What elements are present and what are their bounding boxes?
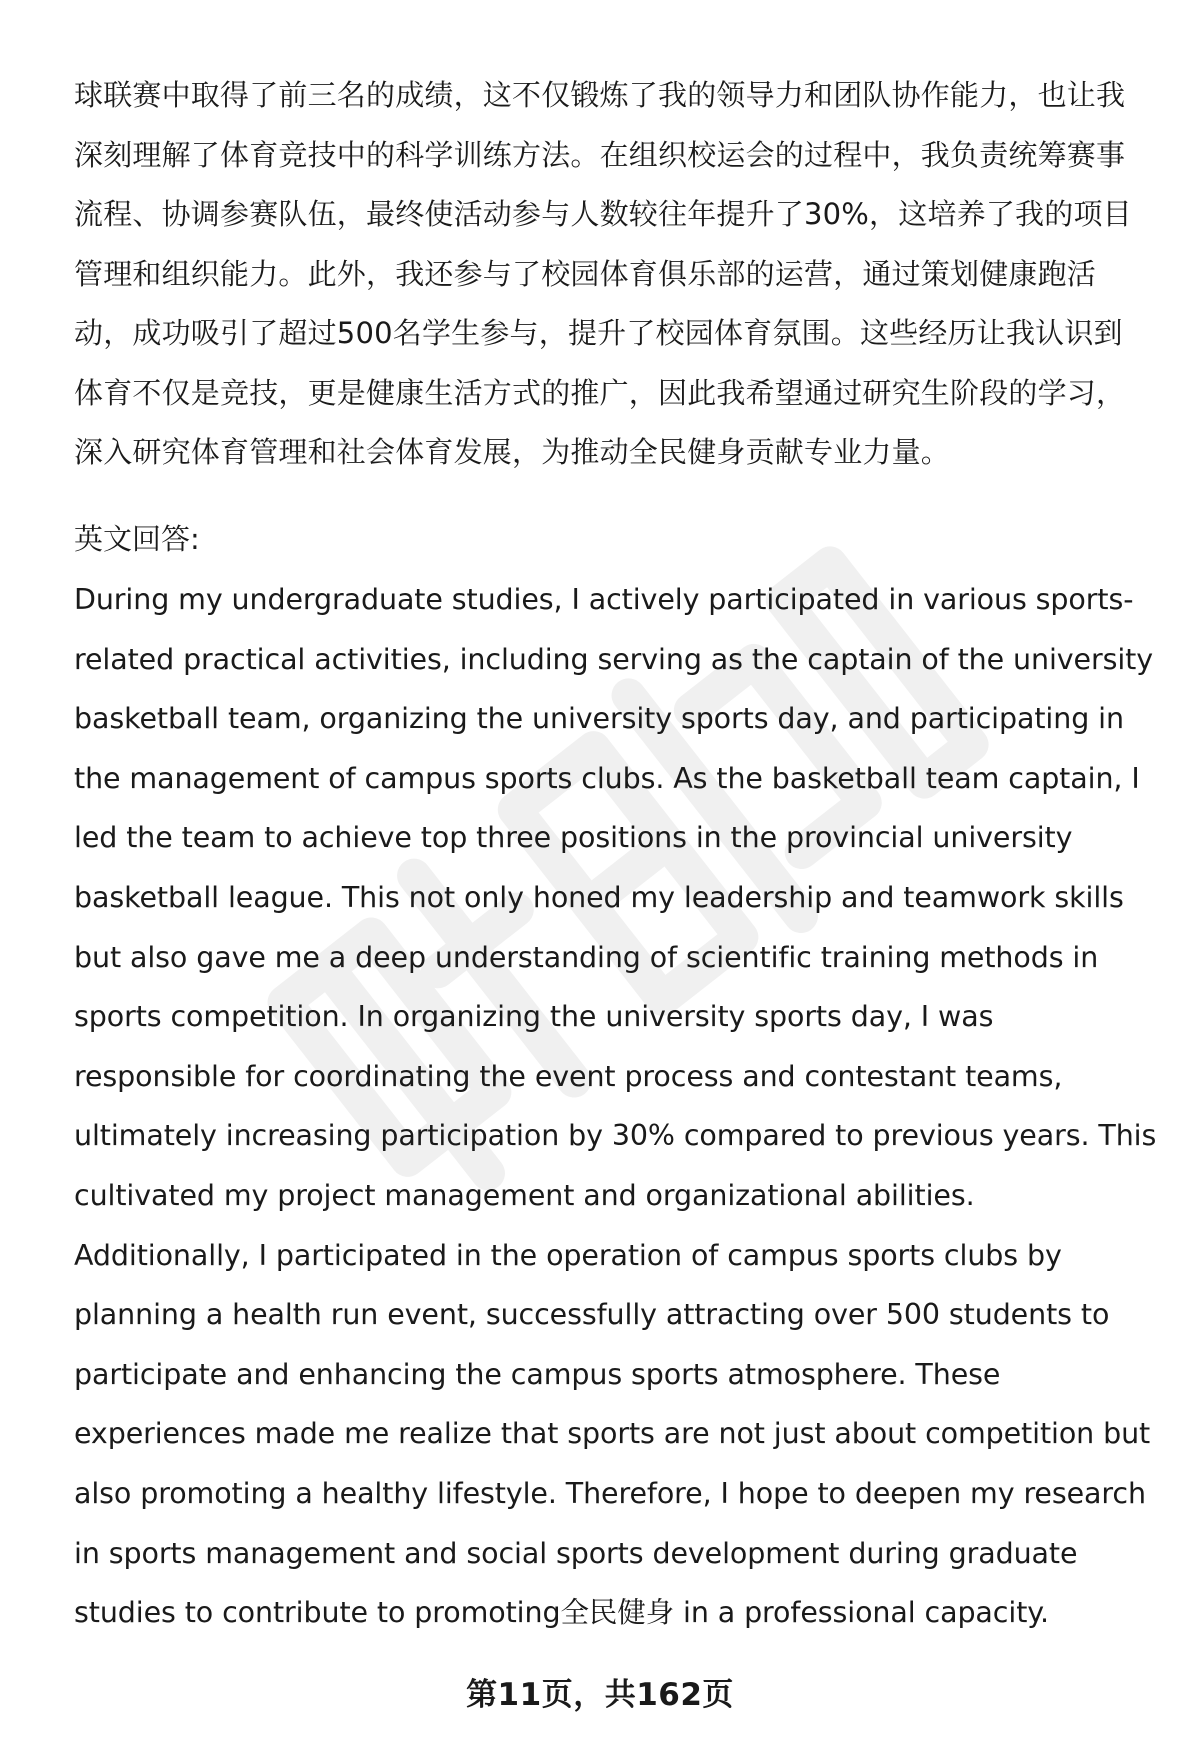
english-line: but also gave me a deep understanding of scientific training methods in xyxy=(74,940,1099,974)
english-line: related practical activities, including serving as the captain of the university xyxy=(74,642,1154,676)
english-line: studies to contribute to promoting全民健身 in a professional capacity. xyxy=(74,1596,1049,1630)
english-line: planning a health run event, successfully attracting over 500 students to xyxy=(74,1298,1110,1332)
chinese-line: 体育不仅是竞技，更是健康生活方式的推广，因此我希望通过研究生阶段的学习， xyxy=(74,375,1126,410)
english-line: basketball league. This not only honed my leadership and teamwork skills xyxy=(74,880,1124,914)
english-answer-label: 英文回答: xyxy=(74,522,200,556)
english-line: cultivated my project management and organizational abilities. xyxy=(74,1178,975,1212)
chinese-line: 流程、协调参赛队伍，最终使活动参与人数较往年提升了30%，这培养了我的项目 xyxy=(74,197,1132,231)
english-line: experiences made me realize that sports are not just about competition but xyxy=(74,1417,1151,1451)
chinese-line: 动，成功吸引了超过500名学生参与，提升了校园体育氛围。这些经历让我认识到 xyxy=(74,316,1123,350)
english-line: also promoting a healthy lifestyle. Therefore, I hope to deepen my research xyxy=(74,1476,1146,1510)
english-line: in sports management and social sports development during graduate xyxy=(74,1536,1078,1570)
english-line: During my undergraduate studies, I actively participated in various sports- xyxy=(74,583,1134,616)
chinese-paragraph xyxy=(74,66,1154,483)
english-line: led the team to achieve top three positions in the provincial university xyxy=(74,821,1073,855)
english-line: responsible for coordinating the event process and contestant teams, xyxy=(74,1059,1063,1093)
english-line: the management of campus sports clubs. As the basketball team captain, I xyxy=(74,761,1140,795)
english-line: ultimately increasing participation by 30% compared to previous years. This xyxy=(74,1119,1157,1153)
chinese-line: 管理和组织能力。此外，我还参与了校园体育俱乐部的运营，通过策划健康跑活 xyxy=(74,256,1097,291)
page-number-footer: 第11页，共162页 xyxy=(466,1677,734,1713)
english-line: sports competition. In organizing the university sports day, I was xyxy=(74,1000,994,1034)
chinese-line: 深入研究体育管理和社会体育发展，为推动全民健身贡献专业力量。 xyxy=(74,435,951,469)
english-line: basketball team, organizing the university sports day, and participating in xyxy=(74,702,1124,736)
chinese-line: 球联赛中取得了前三名的成绩，这不仅锻炼了我的领导力和团队协作能力，也让我 xyxy=(74,78,1126,112)
english-line: participate and enhancing the campus sports atmosphere. These xyxy=(74,1357,1001,1391)
english-paragraph xyxy=(74,570,1157,1643)
english-line: Additionally, I participated in the operation of campus sports clubs by xyxy=(74,1238,1062,1272)
chinese-line: 深刻理解了体育竞技中的科学训练方法。在组织校运会的过程中，我负责统筹赛事 xyxy=(74,137,1126,172)
